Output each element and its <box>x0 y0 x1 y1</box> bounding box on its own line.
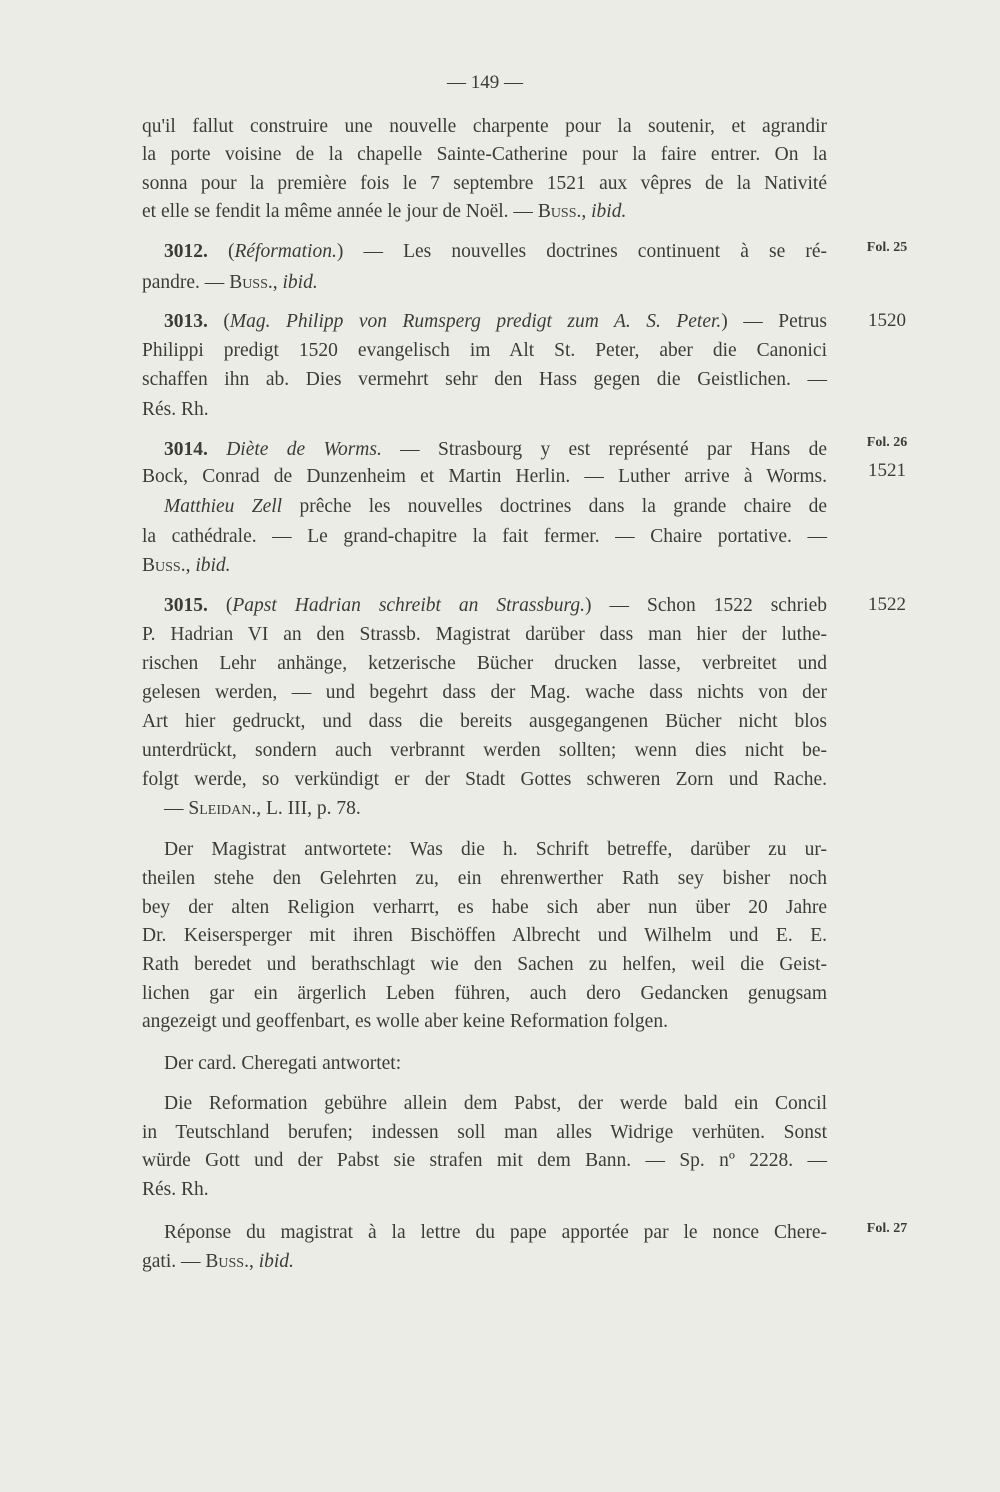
text-segment: Philippi predigt 1520 evangelisch im Alt St. Peter, aber die Canonici <box>142 340 827 361</box>
text-line <box>142 142 827 168</box>
italic-text: Mag. Philipp von Rumsperg predigt zum A. S. Peter. <box>229 311 722 332</box>
text-segment: , <box>185 555 196 576</box>
entry-number: 3012. <box>164 241 208 262</box>
text-segment: angezeigt und geoffenbart, es wolle aber keine Reformation folgen. <box>142 1011 668 1032</box>
text-segment: Rath beredet und berathschlagt wie den Sachen zu helfen, weil die Geist- <box>142 954 827 975</box>
text-line <box>142 709 827 735</box>
text-line <box>142 651 827 677</box>
italic-text: ibid. <box>591 201 627 222</box>
text-line <box>142 981 827 1007</box>
text-line <box>142 895 827 921</box>
text-segment: pandre. — <box>142 272 230 293</box>
italic-text: ibid. <box>258 1251 294 1272</box>
source-reference: Buss. <box>142 555 186 576</box>
source-reference: Buss. <box>229 272 273 293</box>
text-segment: la porte voisine de la chapelle Sainte-Catherine pour la faire entrer. On la <box>142 144 827 165</box>
folio-note: Fol. 27 <box>866 1221 908 1236</box>
text-segment: Bock, Conrad de Dunzenheim et Martin Herlin. — Luther arrive à Worms. <box>142 466 827 487</box>
text-segment: ( <box>207 595 233 616</box>
italic-text: ibid. <box>282 272 318 293</box>
source-reference: Sleidan. <box>188 798 257 819</box>
text-segment: Der card. Cheregati antwortet: <box>164 1053 402 1074</box>
text-segment: Dr. Keisersperger mit ihren Bischöffen Albrecht und Wilhelm und E. E. <box>142 925 827 946</box>
text-segment: gati. — <box>142 1251 206 1272</box>
text-segment: gelesen werden, — und begehrt dass der Mag. wache dass nichts von der <box>142 682 827 703</box>
text-line <box>142 524 827 550</box>
text-segment: ( <box>207 311 230 332</box>
text-line <box>142 622 827 648</box>
text-segment: würde Gott und der Pabst sie strafen mit dem Bann. — Sp. nº 2228. — <box>142 1150 827 1171</box>
text-line <box>142 952 827 978</box>
text-line <box>164 1220 827 1246</box>
text-segment: rischen Lehr anhänge, ketzerische Bücher drucken lasse, verbreitet und <box>142 653 827 674</box>
text-segment: in Teutschland berufen; indessen soll man alles Widrige verhüten. Sonst <box>142 1122 827 1143</box>
text-segment: Réponse du magistrat à la lettre du pape apportée par le nonce Chere- <box>164 1222 827 1243</box>
text-line <box>164 239 827 265</box>
text-segment: schaffen ihn ab. Dies vermehrt sehr den Hass gegen die Geistlichen. — <box>142 369 827 390</box>
text-segment: Der Magistrat antwortete: Was die h. Schrift betreffe, darüber zu ur- <box>164 839 827 860</box>
text-line <box>142 680 827 706</box>
entry-number: 3015. <box>164 595 208 616</box>
text-segment: bey der alten Religion verharrt, es habe sich aber nun über 20 Jahre <box>142 897 827 918</box>
year-note: 1521 <box>868 460 906 481</box>
text-line <box>142 1148 827 1174</box>
text-segment: , <box>248 1251 259 1272</box>
text-line <box>142 199 827 225</box>
text-segment <box>208 439 226 460</box>
text-line <box>142 1009 827 1035</box>
italic-text: Papst Hadrian schreibt an Strassburg. <box>232 595 586 616</box>
text-segment: P. Hadrian VI an den Strassb. Magistrat darüber dass man hier der luthe- <box>142 624 827 645</box>
text-line <box>142 397 827 423</box>
year-note: 1520 <box>868 310 906 331</box>
text-line <box>164 309 827 335</box>
source-reference: Buss. <box>537 201 582 222</box>
text-line <box>142 464 827 490</box>
text-segment: Rés. Rh. <box>142 399 209 420</box>
year-note: 1522 <box>868 594 906 615</box>
entry-number: 3013. <box>164 311 208 332</box>
text-segment: Rés. Rh. <box>142 1179 209 1200</box>
text-segment: theilen stehe den Gelehrten zu, ein ehrenwerther Rath sey bisher noch <box>142 868 827 889</box>
text-line <box>164 437 827 463</box>
text-line <box>142 338 827 364</box>
text-line <box>142 1249 827 1275</box>
text-line <box>142 738 827 764</box>
text-segment: , <box>581 201 592 222</box>
text-line <box>142 553 827 579</box>
text-line <box>142 270 827 296</box>
italic-text: Réformation. <box>234 241 337 262</box>
text-segment: , L. III, p. 78. <box>256 798 361 819</box>
text-line <box>142 171 827 197</box>
text-line <box>164 1091 827 1117</box>
text-segment: et elle se fendit la même année le jour de Noël. — <box>142 201 538 222</box>
text-line <box>142 367 827 393</box>
text-line <box>142 923 827 949</box>
text-segment: Die Reformation gebühre allein dem Pabst, der werde bald ein Concil <box>164 1093 827 1114</box>
text-line <box>142 1177 827 1203</box>
text-line <box>164 837 827 863</box>
text-line <box>164 593 827 619</box>
text-line <box>142 114 827 140</box>
text-segment: Art hier gedruckt, und dass die bereits ausgegangenen Bücher nicht blos <box>142 711 827 732</box>
text-segment: sonna pour la première fois le 7 septembre 1521 aux vêpres de la Nativité <box>142 173 827 194</box>
text-line <box>142 767 827 793</box>
source-reference: Buss. <box>205 1251 249 1272</box>
text-line <box>164 494 827 520</box>
text-line <box>164 1051 827 1077</box>
text-line <box>164 796 827 822</box>
folio-note: Fol. 26 <box>866 435 908 450</box>
text-segment: — <box>164 798 189 819</box>
italic-text: Matthieu Zell <box>164 496 283 517</box>
italic-text: ibid. <box>195 555 231 576</box>
italic-text: Diète de Worms. <box>226 439 382 460</box>
text-segment: qu'il fallut construire une nouvelle charpente pour la soutenir, et agrandir <box>142 116 827 137</box>
text-segment: prêche les nouvelles doctrines dans la grande chaire de <box>282 496 827 517</box>
text-segment: folgt werde, so verkündigt er der Stadt Gottes schweren Zorn und Rache. <box>142 769 827 790</box>
text-segment: ( <box>207 241 235 262</box>
text-line <box>142 866 827 892</box>
page-number: — 149 — <box>447 72 523 93</box>
folio-note: Fol. 25 <box>866 240 908 255</box>
text-segment: ) — Petrus <box>721 311 827 332</box>
text-segment: , <box>272 272 283 293</box>
text-segment: ) — Les nouvelles doctrines continuent à se ré- <box>336 241 827 262</box>
text-segment: lichen gar ein ärgerlich Leben führen, auch dero Gedancken genugsam <box>142 983 827 1004</box>
entry-number: 3014. <box>164 439 208 460</box>
text-line <box>142 1120 827 1146</box>
text-segment: — Strasbourg y est représenté par Hans de <box>381 439 827 460</box>
text-segment: unterdrückt, sondern auch verbrannt werden sollten; wenn dies nicht be- <box>142 740 827 761</box>
text-segment: ) — Schon 1522 schrieb <box>585 595 828 616</box>
text-segment: la cathédrale. — Le grand-chapitre la fait fermer. — Chaire portative. — <box>142 526 827 547</box>
